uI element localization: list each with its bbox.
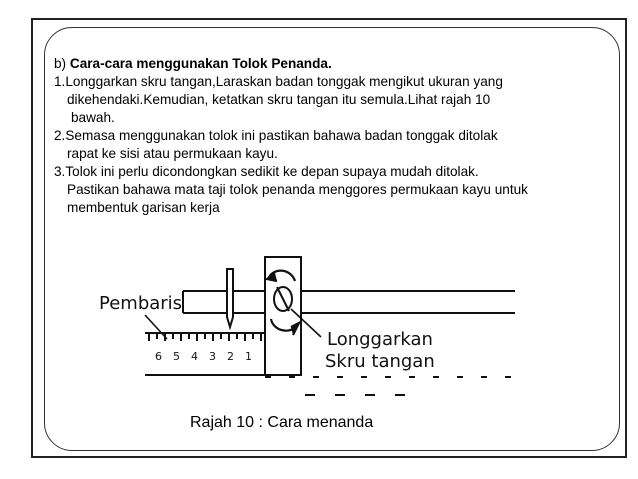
step-3-line-1: 3.Tolok ini perlu dicondongkan sedikit ke depan supaya mudah ditolak.: [54, 164, 479, 179]
label-ruler: Pembaris: [99, 293, 183, 314]
step-1-line-2: dikehendaki.Kemudian, ketatkan skru tangan itu semula.Lihat rajah 10: [67, 92, 491, 107]
step-1-line-3: bawah.: [71, 110, 115, 125]
ruler-numbers: [155, 350, 252, 363]
step-3-line-2: Pastikan bahawa mata taji tolok penanda menggores permukaan kayu untuk: [67, 182, 528, 197]
step-2-line-2: rapat ke sisi atau permukaan kayu.: [67, 146, 278, 161]
ruler-number-5: 5: [173, 350, 180, 363]
ruler-number-6: 6: [155, 350, 162, 363]
instructions-text: [54, 55, 614, 217]
figure-caption: Rajah 10 : Cara menanda: [190, 414, 374, 431]
ruler-number-1: 1: [245, 350, 252, 363]
marking-gauge-figure: [95, 255, 515, 405]
section-heading-title: Cara-cara menggunakan Tolok Penanda.: [69, 56, 332, 71]
step-1-line-1: 1.Longgarkan skru tangan,Laraskan badan tonggak mengikut ukuran yang: [54, 74, 503, 89]
ruler-number-3: 3: [209, 350, 216, 363]
spur-pin: [227, 269, 233, 327]
section-heading: b) Cara-cara menggunakan Tolok Penanda.: [54, 56, 332, 71]
step-2-line-1: 2.Semasa menggunakan tolok ini pastikan bahawa badan tonggak ditolak: [54, 128, 498, 143]
thumb-screw-icon: [274, 287, 292, 311]
ruler-number-4: 4: [191, 350, 198, 363]
ruler-number-2: 2: [227, 350, 234, 363]
label-loosen: Longgarkan: [327, 329, 433, 350]
label-thumb-screw: Skru tangan: [325, 351, 435, 372]
wood-surface: [265, 377, 515, 395]
step-3-line-3: membentuk garisan kerja: [67, 200, 220, 215]
